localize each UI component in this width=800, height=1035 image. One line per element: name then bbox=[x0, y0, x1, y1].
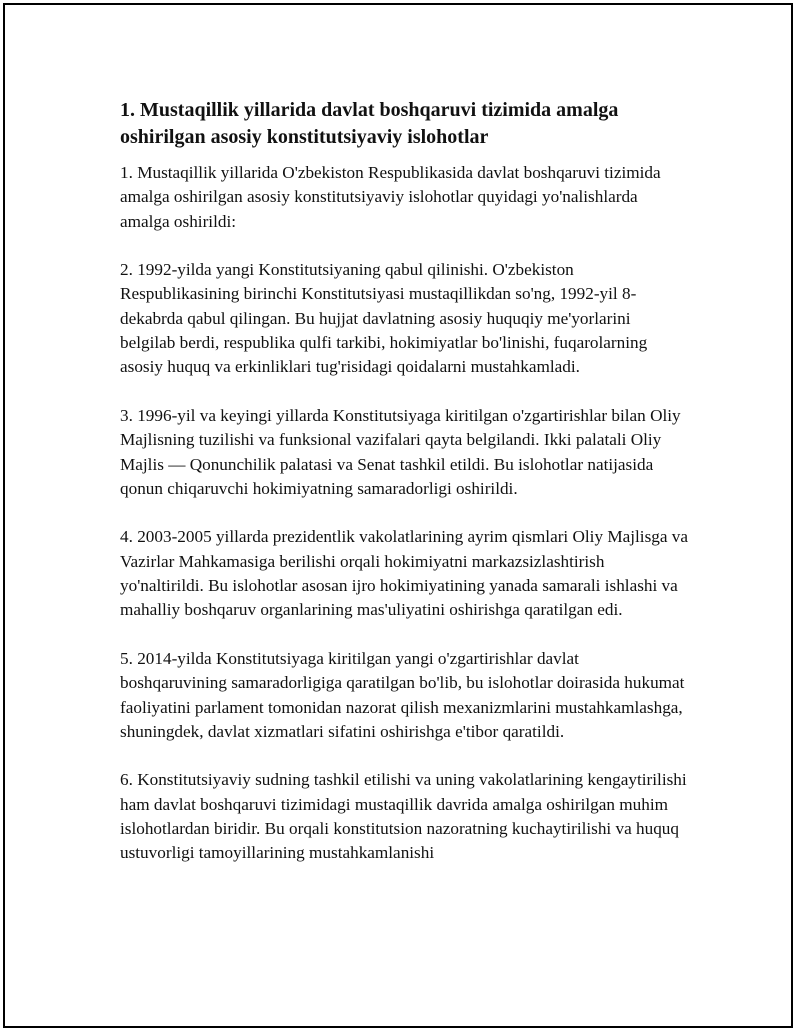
paragraph-5: 5. 2014-yilda Konstitutsiyaga kiritilgan yangi o'zgartirishlar davlat boshqaruvining samaradorligiga qaratilgan bo'lib, bu islohotlar doirasida hukumat faoliyatini parlament tomonidan nazorat qilish mexanizmlarini mustahkamlashga, shuningdek, davlat xizmatlari sifatini oshirishga e'tibor qaratildi. bbox=[120, 648, 685, 741]
paragraph-4: 4. 2003-2005 yillarda prezidentlik vakolatlarining ayrim qismlari Oliy Majlisga va Vazirlar Mahkamasiga berilishi orqali hokimiyatni markazsizlashtirish yo'naltirildi. Bu islohotlar asosan ijro hokimiyatining yanada samarali ishlashi va mahalliy boshqaruv organlarining mas'uliyatini oshirishga qaratilgan edi. bbox=[120, 527, 689, 620]
document-page bbox=[3, 3, 793, 1028]
document-title: 1. Mustaqillik yillarida davlat boshqaruvi tizimida amalga oshirilgan asosiy konstitutsiyaviy islohotlar bbox=[120, 99, 619, 148]
paragraph-1: 1. Mustaqillik yillarida O'zbekiston Respublikasida davlat boshqaruvi tizimida amalga oshirilgan asosiy konstitutsiyaviy islohotlar quyidagi yo'nalishlarda amalga oshirildi: bbox=[120, 163, 661, 231]
document-content bbox=[120, 97, 690, 890]
paragraph-6: 6. Konstitutsiyaviy sudning tashkil etilishi va uning vakolatlarining kengaytirilishi ham davlat boshqaruvi tizimidagi mustaqillik davrida amalga oshirilgan muhim islohotlardan biridir. Bu orqali konstitutsion nazoratning kuchaytirilishi va huquq ustuvorligi tamoyillarining mustahkamlanishi bbox=[120, 770, 687, 863]
paragraph-3: 3. 1996-yil va keyingi yillarda Konstitutsiyaga kiritilgan o'zgartirishlar bilan Oliy Majlisning tuzilishi va funksional vazifalari qayta belgilandi. Ikki palatali Oliy Majlis — Qonunchilik palatasi va Senat tashkil etildi. Bu islohotlar natijasida qonun chiqaruvchi hokimiyatning samaradorligi oshirildi. bbox=[120, 405, 681, 498]
paragraph-2: 2. 1992-yilda yangi Konstitutsiyaning qabul qilinishi. O'zbekiston Respublikasining birinchi Konstitutsiyasi mustaqillikdan so'ng, 1992-yil 8-dekabrda qabul qilingan. Bu hujjat davlatning asosiy huquqiy me'yorlarini belgilab berdi, respublika qulfi tarkibi, hokimiyatlar bo'linishi, fuqarolarning asosiy huquq va erkinliklari tug'risidagi qoidalarni mustahkamladi. bbox=[120, 260, 648, 377]
